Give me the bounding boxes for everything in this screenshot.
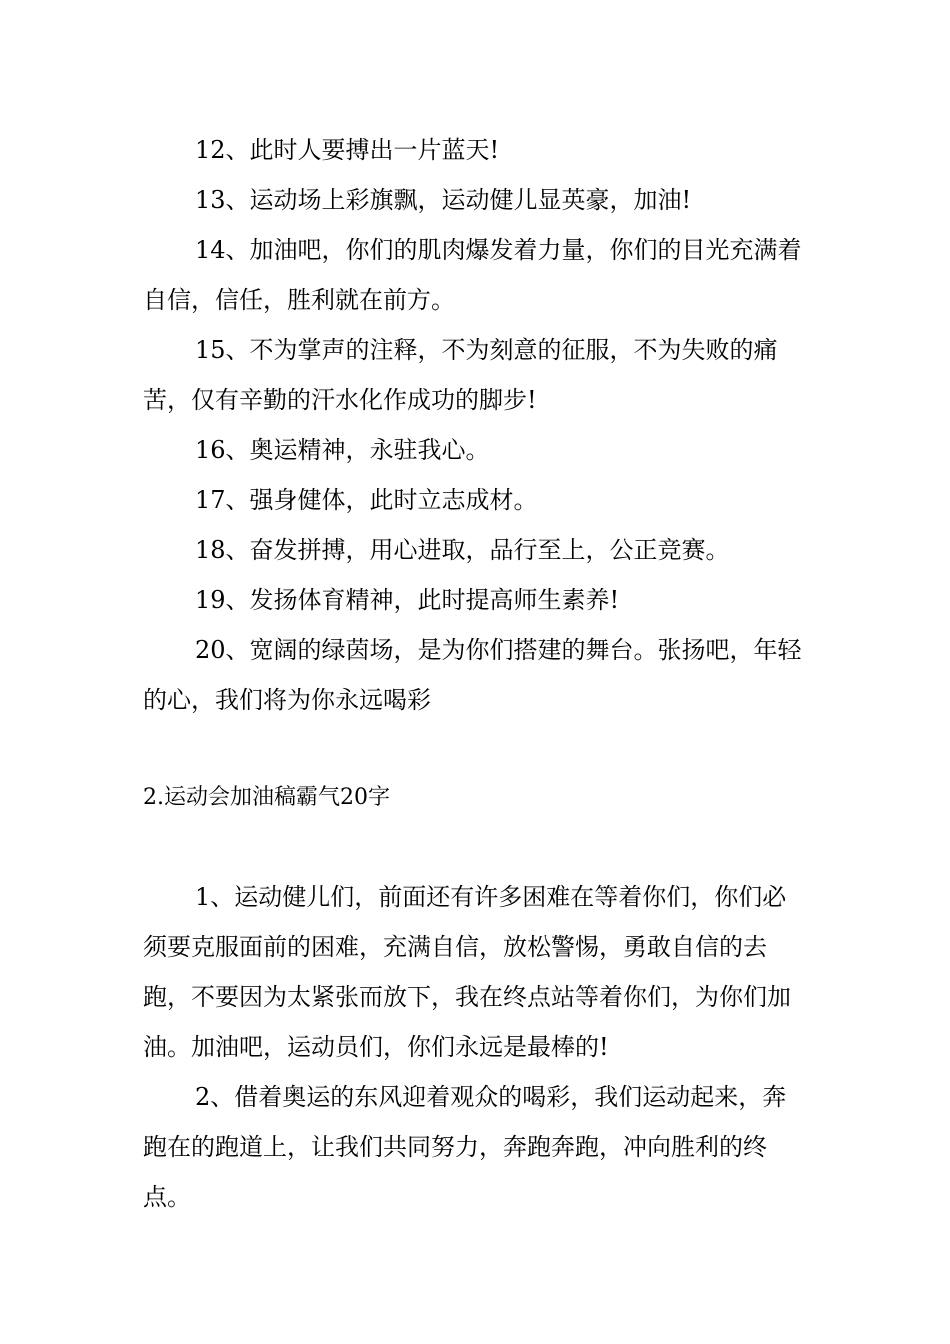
list-item: 20、宽阔的绿茵场，是为你们搭建的舞台。张扬吧，年轻的心，我们将为你永远喝彩 [143,636,802,714]
section-heading: 2.运动会加油稿霸气20字 [143,785,390,810]
list-item: 1、运动健儿们，前面还有许多困难在等着你们，你们必须要克服面前的困难，充满自信，放松警惕，勇敢自信的去跑，不要因为太紧张而放下，我在终点站等着你们，为你们加油。加油吧，运动员们，你们永远是最棒的! [143,883,791,1061]
list-item: 14、加油吧，你们的肌肉爆发着力量，你们的目光充满着自信，信任，胜利就在前方。 [143,236,802,314]
list-item: 17、强身健体，此时立志成材。 [195,486,538,514]
list-item: 13、运动场上彩旗飘，运动健儿显英豪，加油! [195,186,692,214]
list-item: 19、发扬体育精神，此时提高师生素养! [195,586,620,614]
list-item: 15、不为掌声的注释，不为刻意的征服，不为失败的痛苦，仅有辛勤的汗水化作成功的脚步! [143,336,778,414]
list-item: 2、借着奥运的东风迎着观众的喝彩，我们运动起来，奔跑在的跑道上，让我们共同努力，奔跑奔跑，冲向胜利的终点。 [143,1083,787,1211]
list-item: 16、奥运精神，永驻我心。 [195,436,490,464]
list-item: 18、奋发拼搏，用心进取，品行至上，公正竞赛。 [195,536,730,564]
list-item: 12、此时人要搏出一片蓝天! [195,136,500,164]
